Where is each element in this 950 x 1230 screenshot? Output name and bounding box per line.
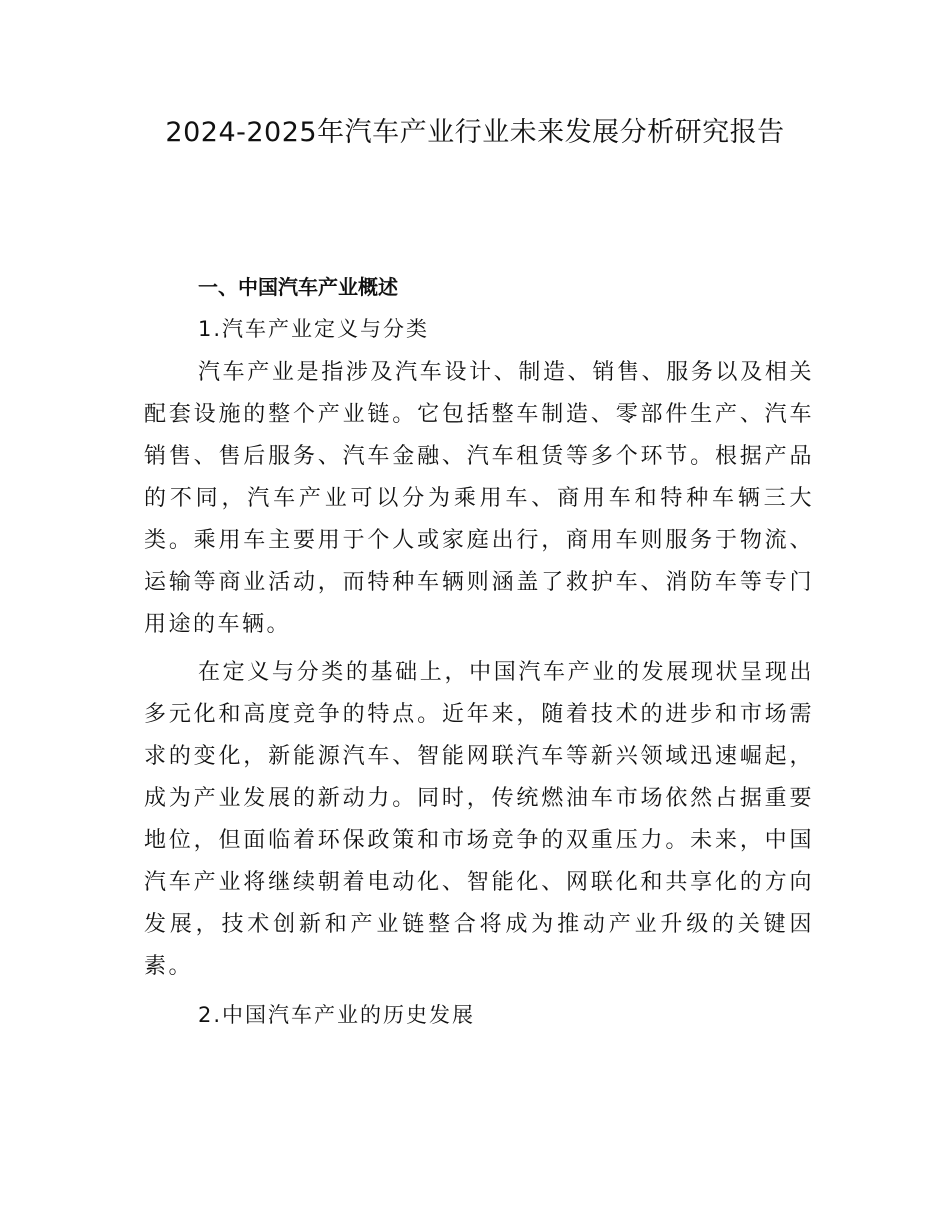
body-paragraph: 汽车产业是指涉及汽车设计、制造、销售、服务以及相关配套设施的整个产业链。它包括整车制造、零部件生产、汽车销售、售后服务、汽车金融、汽车租赁等多个环节。根据产品的不同，汽车产业可以分为乘用车、商用车和特种车辆三大类。乘用车主要用于个人或家庭出行，商用车则服务于物流、运输等商业活动，而特种车辆则涵盖了救护车、消防车等专门用途的车辆。 [144,360,814,637]
subsection-heading: 1.汽车产业定义与分类 [198,317,430,341]
document-body [144,268,814,1036]
subsection-heading: 2.中国汽车产业的历史发展 [198,1003,476,1027]
body-paragraph: 在定义与分类的基础上，中国汽车产业的发展现状呈现出多元化和高度竞争的特点。近年来，随着技术的进步和市场需求的变化，新能源汽车、智能网联汽车等新兴领域迅速崛起，成为产业发展的新动力。同时，传统燃油车市场依然占据重要地位，但面临着环保政策和市场竞争的双重压力。未来，中国汽车产业将继续朝着电动化、智能化、网联化和共享化的方向发展，技术创新和产业链整合将成为推动产业升级的关键因素。 [144,660,814,979]
section-heading: 一、中国汽车产业概述 [198,275,398,299]
document-title: 2024-2025年汽车产业行业未来发展分析研究报告 [165,117,785,148]
